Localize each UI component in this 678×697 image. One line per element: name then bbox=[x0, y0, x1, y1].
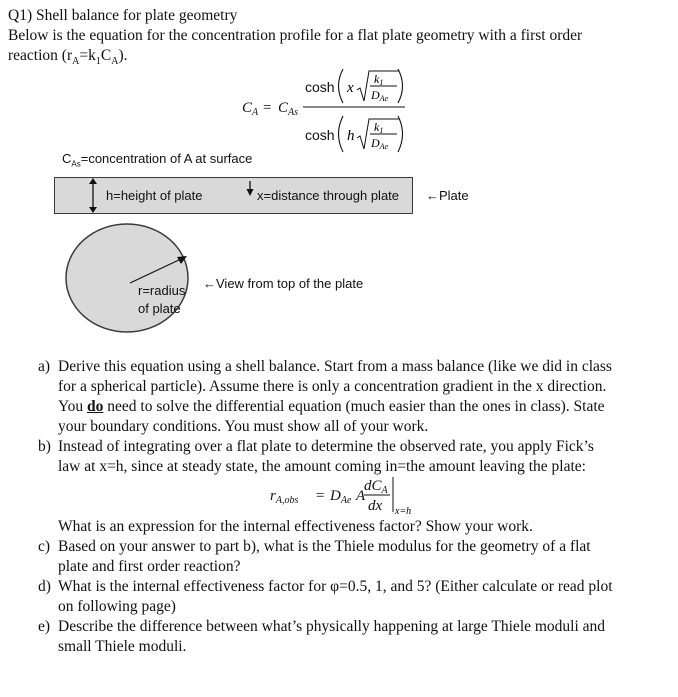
eq2-D: $D_{Ae}$ bbox=[330, 488, 352, 506]
eq-den-k: k1 bbox=[374, 120, 384, 135]
eq-num-k: k1 bbox=[374, 72, 384, 87]
plate-label: ←Plate bbox=[426, 188, 469, 203]
part-a-label: a) bbox=[38, 358, 51, 375]
eq-coef: $C_{As}$ bbox=[278, 100, 299, 118]
eq2-A: A bbox=[356, 488, 366, 504]
eq-lhs: $C_A$ bbox=[242, 100, 259, 118]
height-label: h=height of plate bbox=[106, 188, 203, 203]
eq-num-D: DAe bbox=[371, 88, 389, 103]
top-view-label: ←View from top of the plate bbox=[203, 276, 364, 291]
eq-den-left-paren bbox=[339, 116, 344, 152]
part-c-line-2: plate and first order reaction? bbox=[58, 558, 241, 575]
distance-arrow-icon bbox=[245, 180, 257, 198]
eq2-dx: dx bbox=[368, 498, 383, 514]
intro-line-2: reaction $(r_A=k_1C_A)$. bbox=[8, 47, 128, 68]
plate-top-view bbox=[60, 222, 210, 337]
radius-label-line-1: r=radius bbox=[138, 283, 186, 298]
height-arrow-icon bbox=[84, 178, 104, 214]
eq2-dC: $dC_A$ bbox=[364, 478, 388, 496]
eq-num-cosh: cosh bbox=[305, 79, 335, 95]
part-a-line-1: Derive this equation using a shell balance. Start from a mass balance (like we did in class bbox=[58, 358, 612, 375]
part-c-label: c) bbox=[38, 538, 51, 555]
observed-rate-equation bbox=[260, 474, 430, 518]
part-b-line-2: law at x=h, since at steady state, the amount coming in=the amount leaving the plate: bbox=[58, 458, 586, 475]
eq2-equals: = bbox=[316, 488, 325, 504]
eq-den-D: DAe bbox=[371, 136, 389, 151]
eq-num-right-paren bbox=[398, 69, 403, 103]
part-c-line-1: Based on your answer to part b), what is the Thiele modulus for the geometry of a flat bbox=[58, 538, 591, 555]
part-e-line-1: Describe the difference between what’s physically happening at large Thiele moduli and bbox=[58, 618, 606, 635]
part-b-line-3: What is an expression for the internal effectiveness factor? Show your work. bbox=[58, 518, 533, 535]
intro-line-1: Below is the equation for the concentration profile for a flat plate geometry with a first order bbox=[8, 27, 583, 44]
eq-den-cosh: cosh bbox=[305, 127, 335, 143]
eq-equals: = bbox=[263, 100, 272, 116]
question-title: Q1) Shell balance for plate geometry bbox=[8, 7, 238, 24]
radius-label-line-2: of plate bbox=[138, 301, 181, 316]
part-e-label: e) bbox=[38, 618, 51, 635]
eq-den-h: h bbox=[347, 128, 355, 144]
part-a-line-3: You do need to solve the differential equation (much easier than the ones in class). State bbox=[58, 398, 605, 415]
part-b-line-1: Instead of integrating over a flat plate to determine the observed rate, you apply Fick’s bbox=[58, 438, 594, 455]
part-b-label: b) bbox=[38, 438, 51, 455]
part-e-line-2: small Thiele moduli. bbox=[58, 638, 187, 655]
distance-label: x=distance through plate bbox=[257, 188, 400, 203]
part-d-line-2: on following page) bbox=[58, 598, 176, 615]
eq-num-x: x bbox=[347, 80, 354, 96]
part-a-line-2: for a spherical particle). Assume there is only a concentration gradient in the x direction. bbox=[58, 378, 607, 395]
eq2-eval-sub: x=h bbox=[395, 506, 412, 517]
part-d-label: d) bbox=[38, 578, 51, 595]
concentration-profile-equation bbox=[0, 60, 678, 160]
eq2-r: $r_{A,obs}$ bbox=[270, 488, 299, 506]
surface-concentration-label: $C_{As}=concentration$ of A at surface bbox=[62, 151, 253, 169]
part-a-line-4: your boundary conditions. You must show all of your work. bbox=[58, 418, 429, 435]
part-d-line-1: What is the internal effectiveness factor for φ=0.5, 1, and 5? (Either calculate or read plot bbox=[58, 578, 613, 595]
eq-den-right-paren bbox=[398, 116, 403, 152]
eq-num-left-paren bbox=[339, 69, 344, 103]
